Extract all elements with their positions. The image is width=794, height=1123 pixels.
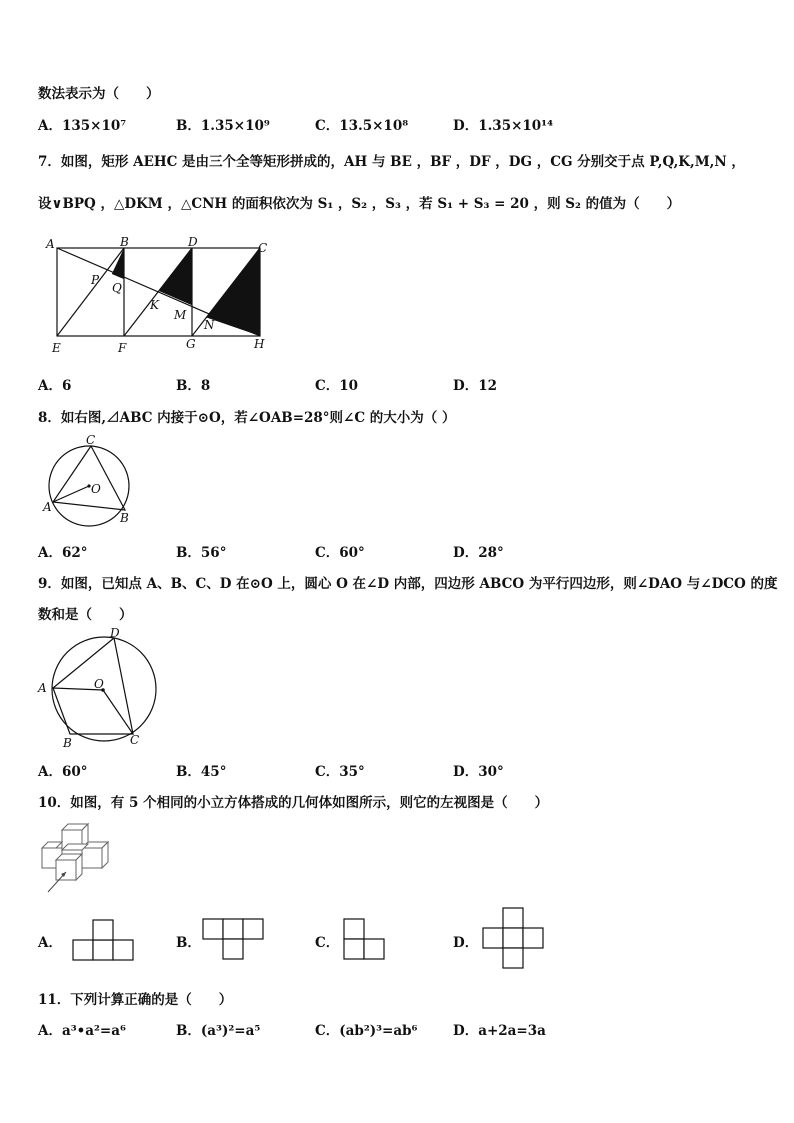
label-b: B: [120, 236, 129, 249]
q6-option-b: B．1.35×10⁹: [176, 118, 270, 134]
q7-option-d: D．12: [453, 378, 497, 394]
label-k: K: [150, 298, 159, 312]
q6-option-c: C．13.5×10⁸: [315, 118, 409, 134]
q8-option-c: C．60°: [315, 545, 365, 561]
q10-option-b-view: [202, 916, 266, 966]
label-b: B: [120, 511, 129, 525]
label-f: F: [118, 341, 127, 355]
q10-option-c-view: [342, 916, 388, 966]
q8-figure: [40, 432, 140, 531]
label-d: D: [188, 236, 198, 249]
q11-option-c: C．(ab²)³=ab⁶: [315, 1023, 418, 1039]
label-g: G: [186, 337, 196, 351]
q6-option-d: D．1.35×10¹⁴: [453, 118, 554, 134]
q11-option-b: B．(a³)²=a⁵: [176, 1023, 261, 1039]
q6-stem-tail: 数法表示为（ ）: [38, 86, 160, 102]
label-n: N: [204, 318, 215, 332]
q9-stem-line1: 9．如图，已知点 A、B、C、D 在⊙O 上，圆心 O 在∠D 内部，四边形 ABCO 为平行四边形，则∠DAO 与∠DCO 的度: [38, 576, 778, 592]
label-c: C: [258, 241, 268, 255]
q9-option-d: D．30°: [453, 764, 504, 780]
triangle-dkm: [159, 248, 192, 305]
q9-option-c: C．35°: [315, 764, 365, 780]
label-o: O: [94, 677, 104, 691]
q8-option-a: A．62°: [38, 545, 88, 561]
q7-option-c: C．10: [315, 378, 359, 394]
triangle-bpq: [112, 248, 124, 279]
q7-stem-line1: 7．如图，矩形 AEHC 是由三个全等矩形拼成的，AH 与 BE ，BF ，DF ，DG ，CG 分别交于点 P,Q,K,M,N ，: [38, 154, 745, 170]
label-d: D: [110, 626, 120, 640]
q10-option-d-view: [482, 906, 546, 976]
q8-option-d: D．28°: [453, 545, 504, 561]
q9-option-b: B．45°: [176, 764, 227, 780]
q9-stem-line2: 数和是（ ）: [38, 607, 133, 623]
label-b: B: [63, 736, 72, 750]
q11-option-d: D．a+2a=3a: [453, 1023, 546, 1039]
q10-cube-figure: [36, 820, 116, 899]
label-o: O: [91, 482, 101, 496]
label-c: C: [130, 733, 140, 747]
label-e: E: [52, 341, 61, 355]
q10-option-c-letter: C．: [315, 935, 340, 951]
q10-option-b-letter: B．: [176, 935, 201, 951]
label-a: A: [46, 237, 55, 251]
q7-figure: [40, 236, 280, 360]
q10-option-a-view: [72, 916, 136, 966]
label-m: M: [174, 308, 187, 322]
triangle-cnh: [207, 248, 261, 336]
q7-option-a: A．6: [38, 378, 72, 394]
label-p: P: [91, 273, 100, 287]
q7-stem-line2: 设∨BPQ ，△DKM ，△CNH 的面积依次为 S₁ ，S₂ ，S₃ ，若 S₁ + S₃ = 20 ，则 S₂ 的值为（ ）: [38, 196, 681, 212]
label-h: H: [254, 337, 265, 351]
label-c: C: [86, 433, 96, 447]
label-q: Q: [112, 281, 122, 295]
q8-option-b: B．56°: [176, 545, 227, 561]
q8-stem: 8．如右图,⊿ABC 内接于⊙O，若∠OAB=28°则∠C 的大小为（ ）: [38, 410, 456, 426]
q9-figure: [36, 626, 161, 755]
label-a: A: [43, 500, 52, 514]
q10-stem: 10．如图，有 5 个相同的小立方体搭成的几何体如图所示，则它的左视图是（ ）: [38, 795, 549, 811]
label-a: A: [38, 681, 47, 695]
q11-stem: 11．下列计算正确的是（ ）: [38, 992, 233, 1008]
q11-option-a: A．a³•a²=a⁶: [38, 1023, 126, 1039]
q6-option-a: A．135×10⁷: [38, 118, 127, 134]
q9-option-a: A．60°: [38, 764, 88, 780]
q7-option-b: B．8: [176, 378, 211, 394]
q10-option-d-letter: D．: [453, 935, 479, 951]
q10-option-a-letter: A．: [38, 935, 62, 951]
